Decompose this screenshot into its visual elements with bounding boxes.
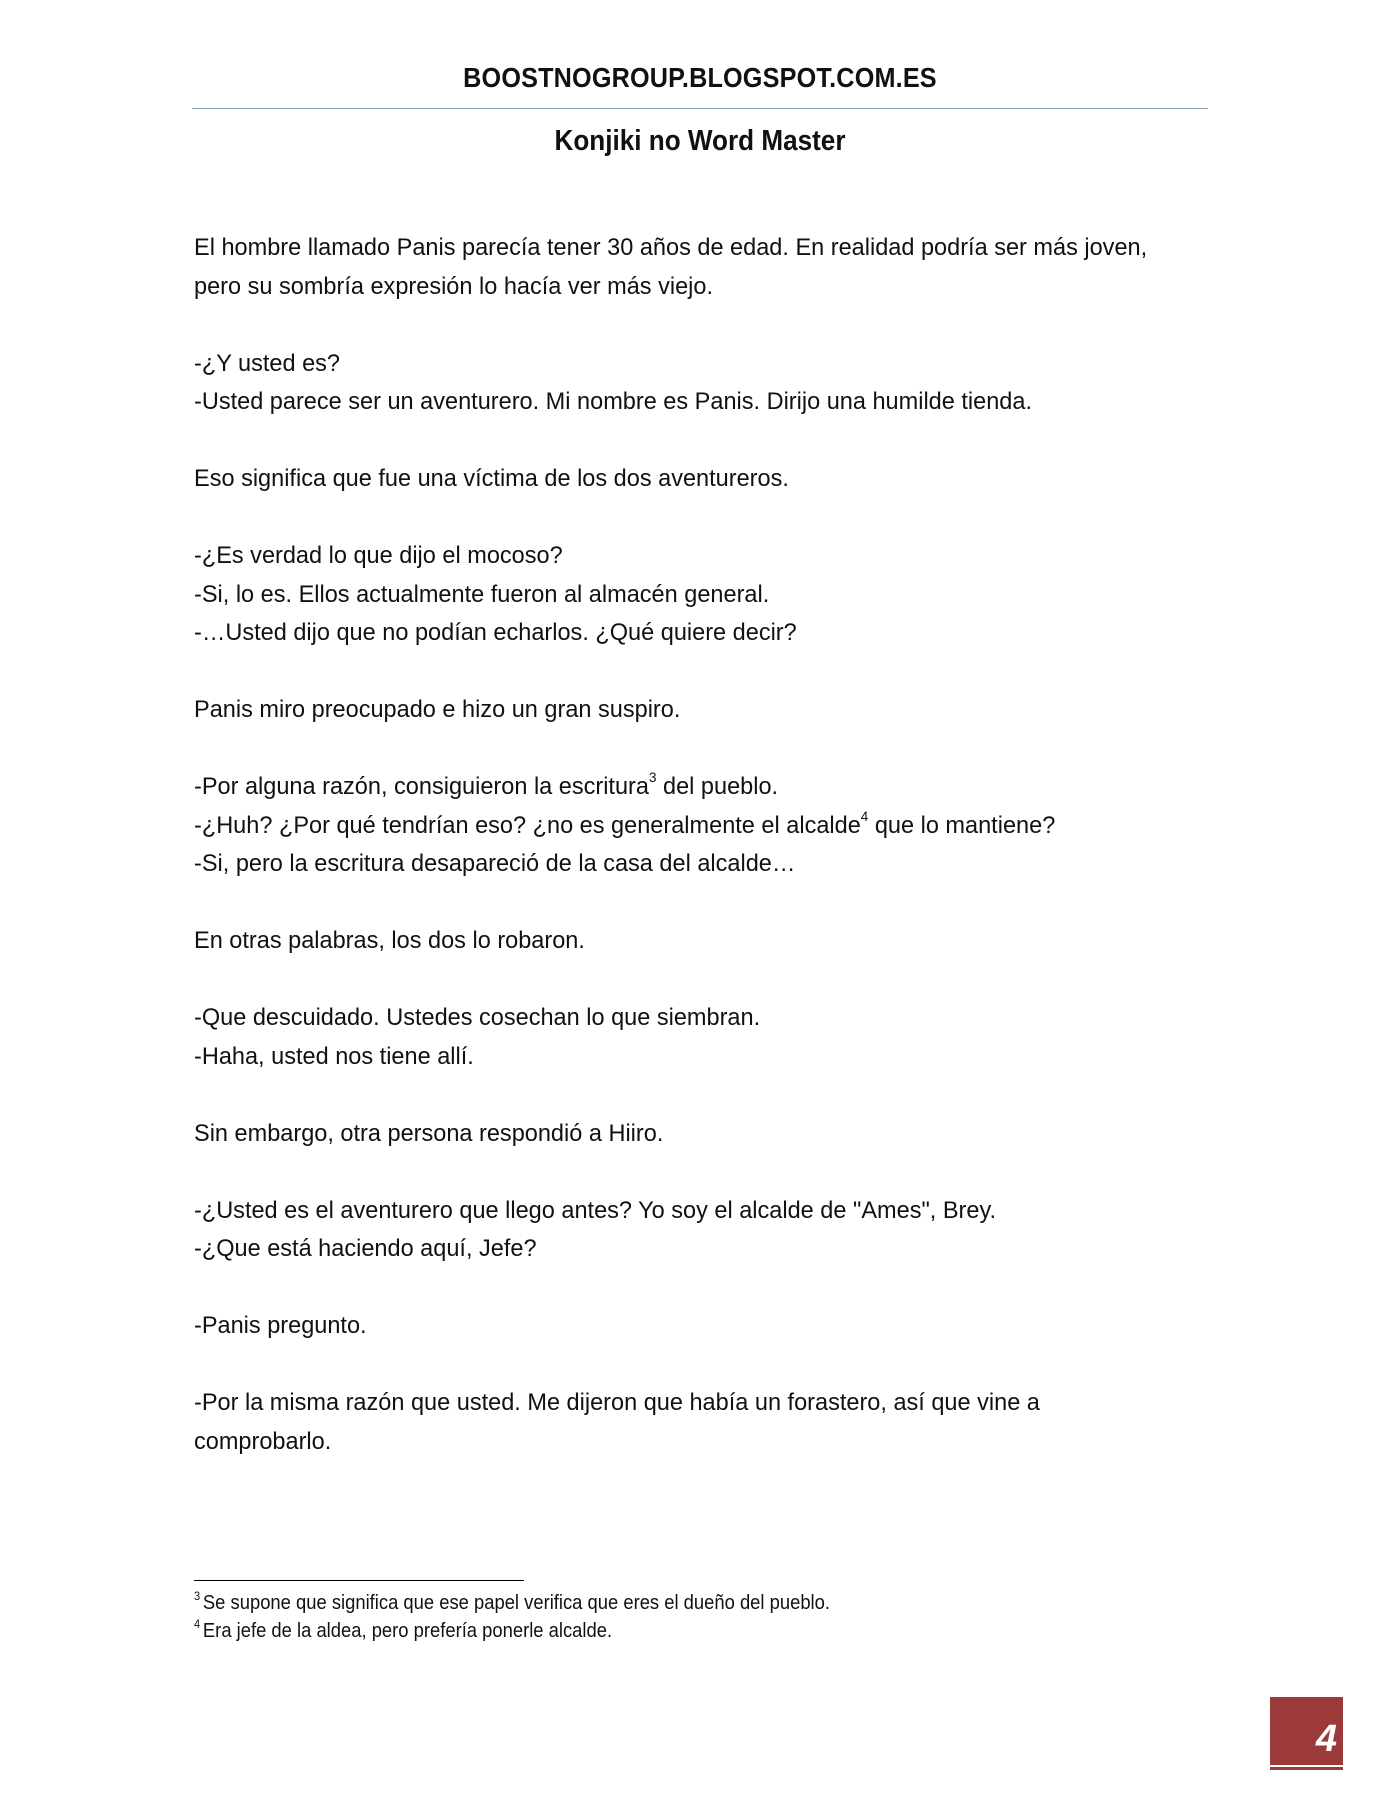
text-line: Panis miro preocupado e hizo un gran suspiro. xyxy=(194,696,681,723)
paragraph xyxy=(194,460,1173,499)
paragraph xyxy=(194,1115,1173,1154)
paragraph xyxy=(194,1307,1173,1346)
header-rule xyxy=(192,108,1208,109)
page-number-box xyxy=(1270,1697,1343,1765)
text-segment: -Por alguna razón, consiguieron la escritura xyxy=(194,773,649,800)
footnote xyxy=(194,1617,830,1645)
text-line: -Usted parece ser un aventurero. Mi nombre es Panis. Dirijo una humilde tienda. xyxy=(194,388,1033,415)
footnote xyxy=(194,1589,830,1617)
site-name: BOOSTNOGROUP.BLOGSPOT.COM.ES xyxy=(463,62,937,93)
text-segment: del pueblo. xyxy=(656,773,779,800)
document-title: Konjiki no Word Master xyxy=(554,125,846,157)
paragraph xyxy=(194,229,1173,306)
footnote-number: 3 xyxy=(194,1589,201,1603)
text-line: -Si, lo es. Ellos actualmente fueron al almacén general. xyxy=(194,580,770,608)
footnote-number: 4 xyxy=(194,1617,201,1631)
text-line: -Haha, usted nos tiene allí. xyxy=(194,1042,474,1070)
paragraph xyxy=(194,922,1173,961)
text-line: En otras palabras, los dos lo robaron. xyxy=(194,927,585,954)
text-line: -¿Usted es el aventurero que llego antes? Yo soy el alcalde de "Ames", Brey. xyxy=(194,1196,997,1224)
footnote-separator xyxy=(194,1580,524,1581)
text-line: El hombre llamado Panis parecía tener 30 años de edad. En realidad podría ser más joven, xyxy=(194,234,1148,261)
footnote-text: Era jefe de la aldea, pero prefería ponerle alcalde. xyxy=(202,1620,613,1642)
text-line: -…Usted dijo que no podían echarlos. ¿Qué quiere decir? xyxy=(194,619,797,646)
text-line: -Que descuidado. Ustedes cosechan lo que siembran. xyxy=(194,1004,761,1031)
footnote-ref-4: 4 xyxy=(860,807,869,824)
text-line xyxy=(194,807,1173,846)
text-line: comprobarlo. xyxy=(194,1427,332,1455)
text-line: Eso significa que fue una víctima de los dos aventureros. xyxy=(194,465,789,492)
paragraph xyxy=(194,999,1173,1076)
page-number: 4 xyxy=(1315,1718,1337,1760)
paragraph xyxy=(194,691,1173,730)
paragraph xyxy=(194,345,1173,422)
text-line: -¿Y usted es? xyxy=(194,349,340,377)
footnote-ref-3: 3 xyxy=(648,769,657,785)
paragraph xyxy=(194,537,1173,653)
page-header xyxy=(192,60,1208,159)
body-text xyxy=(194,229,1173,1500)
text-segment: -¿Huh? ¿Por qué tendrían eso? ¿no es generalmente el alcalde xyxy=(194,811,861,839)
text-line: -¿Es verdad lo que dijo el mocoso? xyxy=(194,542,563,569)
text-line: -Si, pero la escritura desapareció de la casa del alcalde… xyxy=(194,850,796,877)
text-line xyxy=(194,768,1173,807)
text-line: -¿Que está haciendo aquí, Jefe? xyxy=(194,1235,537,1262)
text-line: pero su sombría expresión lo hacía ver más viejo. xyxy=(194,272,713,300)
paragraph xyxy=(194,1384,1173,1461)
footnote-text: Se supone que significa que ese papel verifica que eres el dueño del pueblo. xyxy=(202,1592,830,1614)
text-line: Sin embargo, otra persona respondió a Hiiro. xyxy=(194,1119,664,1147)
paragraph-with-references xyxy=(194,768,1173,884)
page-number-underline xyxy=(1270,1767,1343,1770)
text-line: -Por la misma razón que usted. Me dijeron que había un forastero, así que vine a xyxy=(194,1389,1040,1416)
paragraph xyxy=(194,1192,1173,1269)
text-line: -Panis pregunto. xyxy=(194,1312,367,1339)
text-segment: que lo mantiene? xyxy=(868,811,1056,839)
footnotes xyxy=(194,1589,830,1645)
